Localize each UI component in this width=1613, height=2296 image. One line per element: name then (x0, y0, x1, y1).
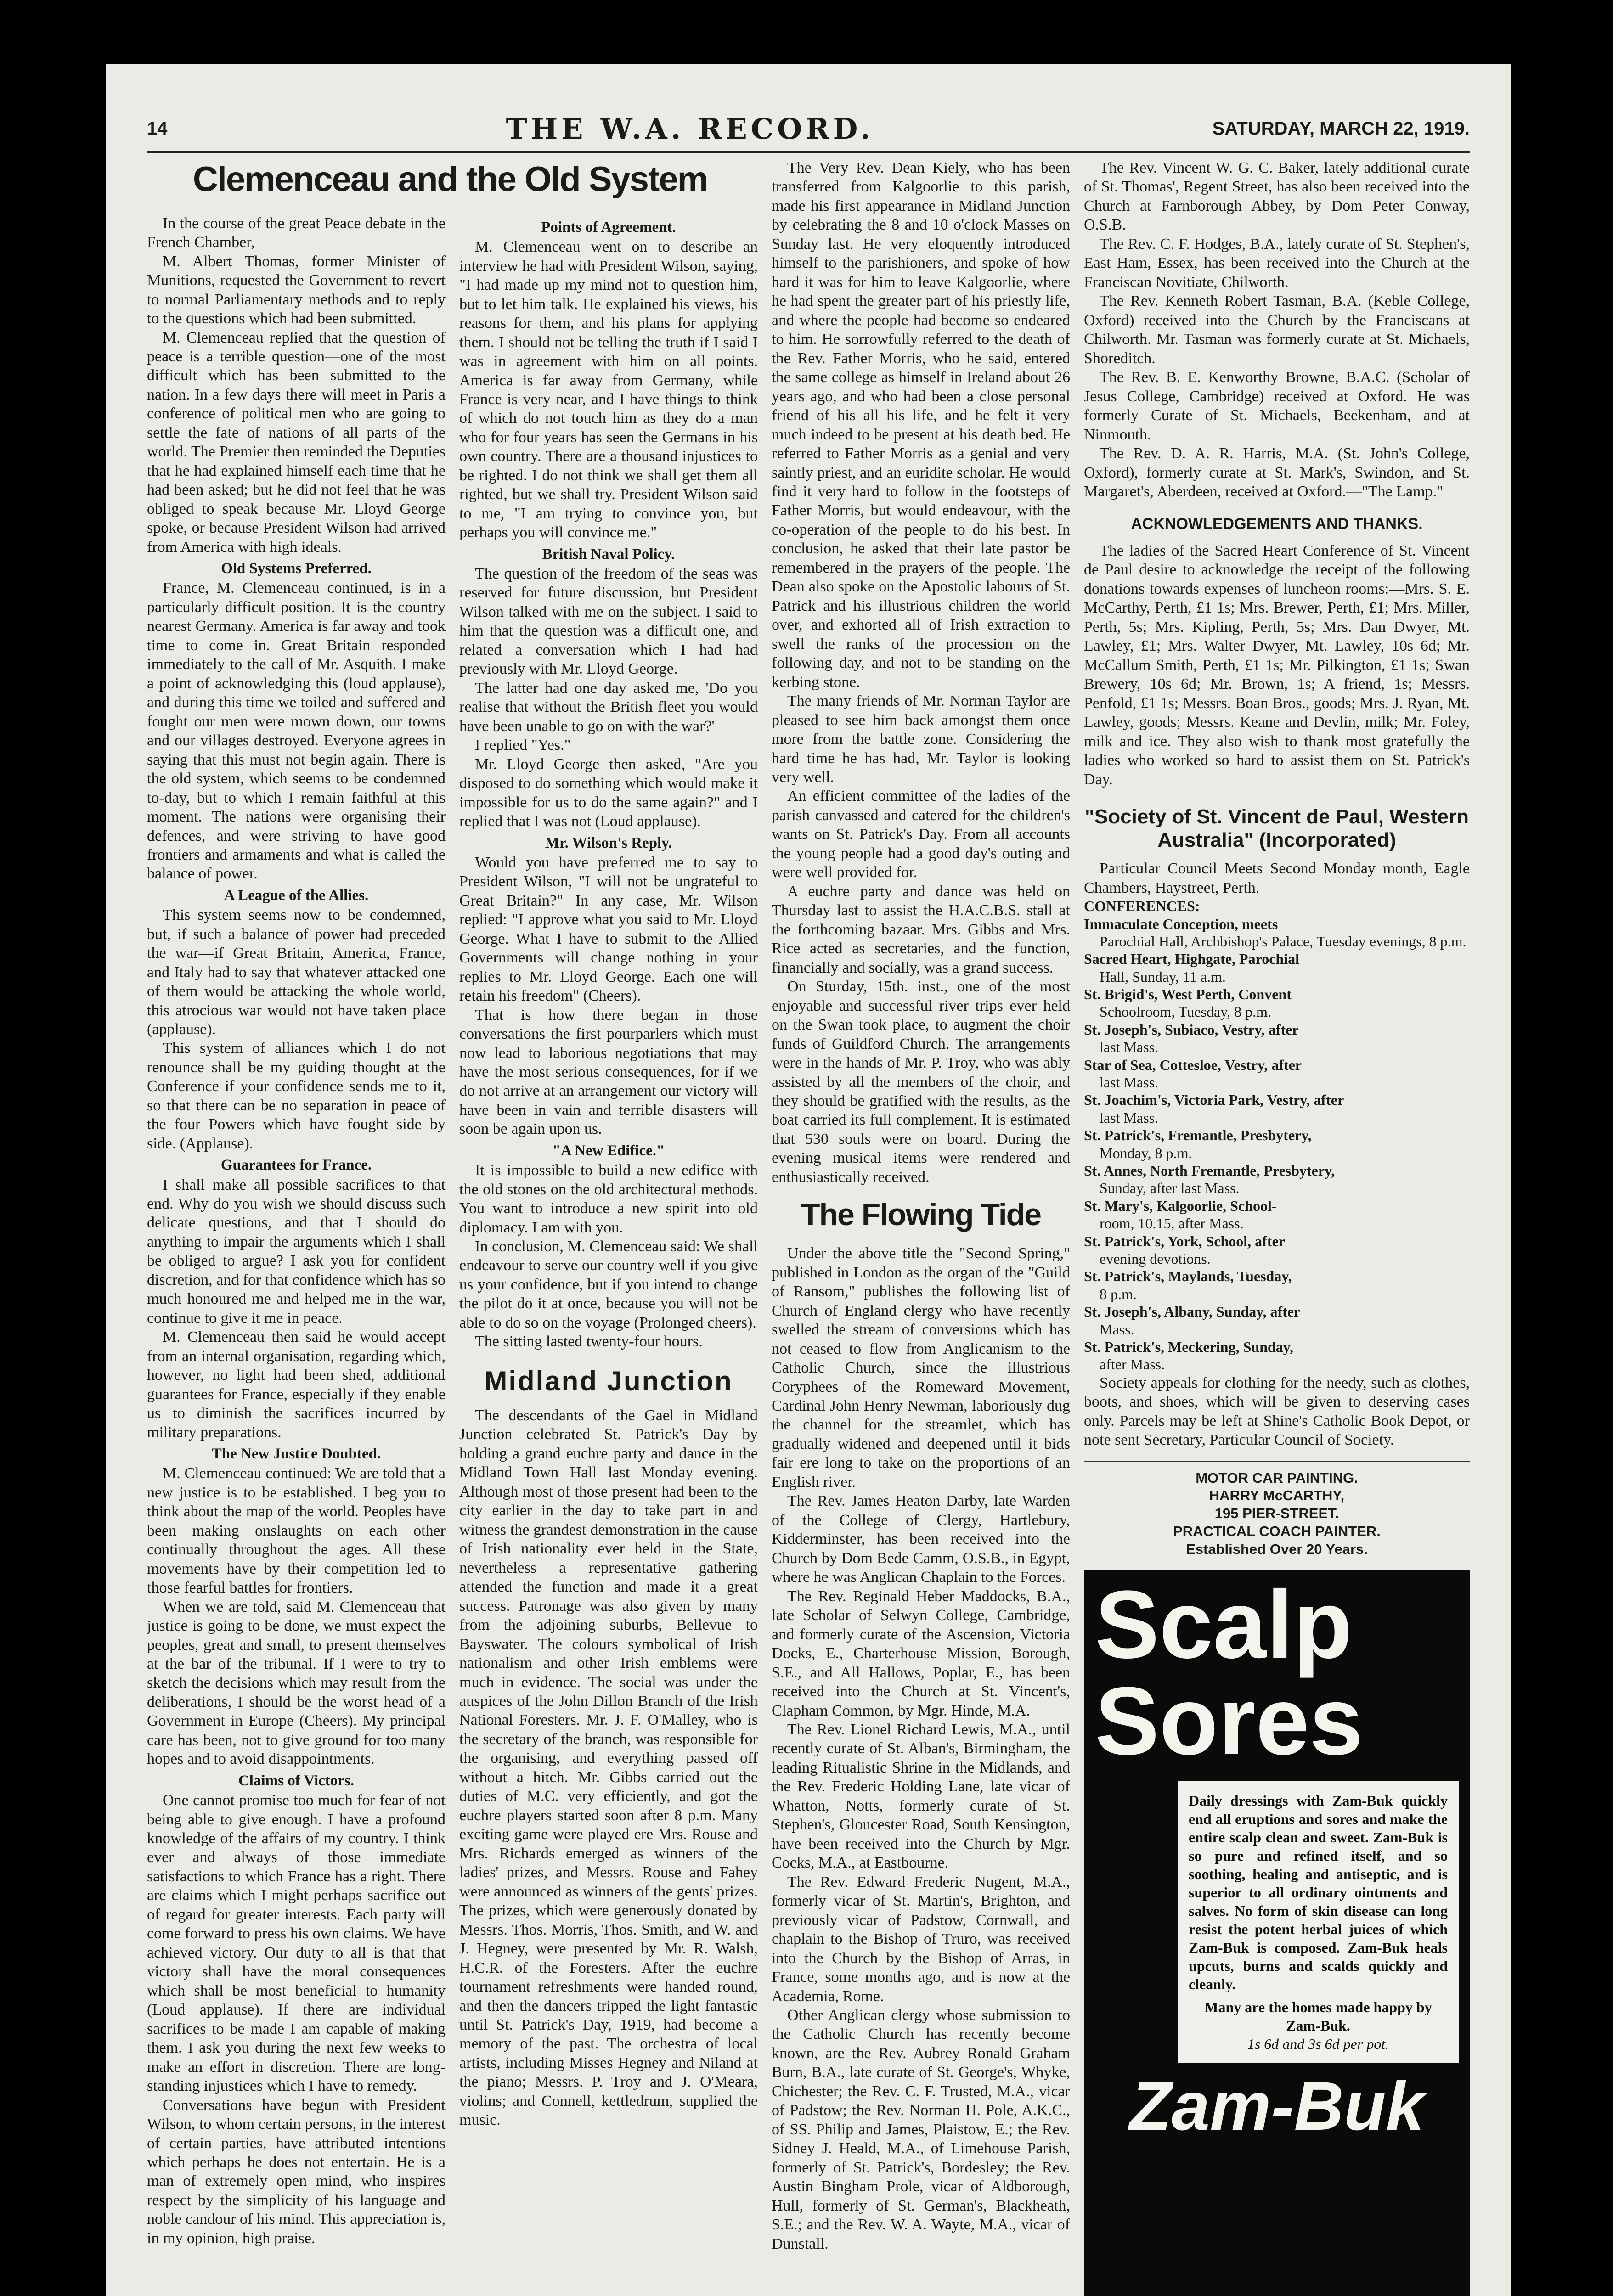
list-item: St. Patrick's, York, School, after evening devotions. (1084, 1232, 1285, 1267)
article-paragraph: Mr. Lloyd George then asked, "Are you disposed to do something which would make it impossible for us to do the same again?" and I replied that I was not (Loud applause). (459, 755, 758, 830)
subheading: Points of Agreement. (541, 219, 676, 236)
article-paragraph: An efficient committee of the ladies of the parish canvassed and catered for the children's wants on St. Patrick's Day. From all accounts the young people had a good day's outing and were well provided for. (772, 788, 1070, 881)
subheading: The New Justice Doubted. (211, 1446, 381, 1463)
list-item: St. Patrick's, Meckering, Sunday, after Mass. (1084, 1338, 1294, 1373)
society-intro: Particular Council Meets Second Monday month, Eagle Chambers, Haystreet, Perth. (1084, 860, 1470, 896)
article-paragraph: On Sturday, 15th. inst., one of the most enjoyable and successful river trips ever held on the Swan took place, to augment the choir funds of Guildford Church. The arrangements were in the hands of Mr. P. Troy, who was ably assisted by all the members of the choir, and they should be gratified with the results, as the boat carried its full complement. It is estimated that 530 souls were on board. During the evening musical items were rendered and enthusiastically received. (772, 978, 1070, 1186)
clemenceau-headline: Clemenceau and the Old System (192, 160, 708, 199)
article-paragraph: When we are told, said M. Clemenceau that justice is going to be done, we must expect the peoples, great and small, to present themselves at the bar of the tribunal. If I were to try to sketch the decisions which may result from the deliberations, I should be the worst head of a Government in Europe (Cheers). My principal care has been, not to give ground for too many hopes and to avoid disappointments. (147, 1598, 446, 1768)
article-paragraph: M. Albert Thomas, former Minister of Munitions, requested the Government to revert to normal Parliamentary methods and to reply to the questions which had been submitted. (147, 253, 446, 327)
acknowledgements-text: The ladies of the Sacred Heart Conference of St. Vincent de Paul desire to acknowledge the receipt of the following donations towards expenses of luncheon rooms:—Mrs. S. E. McCarthy, Perth, £1 1s; Mrs. Brewer, Perth, £1; Mrs. Miller, Perth, 5s; Mrs. Kipling, Perth, 5s; Mrs. Dan Dwyer, Mt. Lawley, £1; Mrs. Walter Dwyer, Mt. Lawley, 10s 6d; Mr. McCallum Smith, Perth, £1 1s; Mr. Pilkington, £1 1s; Swan Brewery, 10s 6d; Mr. Brown, 1s; A friend, 1s; Messrs. Penfold, £1 1s; Messrs. Boan Bros., goods; Mrs. J. Ryan, Mt. Lawley, goods; Messrs. Keane and Devlin, milk; Mr. Foley, milk and ice. They also wish to thank most gratefully the ladies who worked so hard to assist them on St. Patrick's Day. (1084, 542, 1470, 788)
article-paragraph: The sitting lasted twenty-four hours. (475, 1333, 703, 1351)
article-paragraph: Under the above title the "Second Spring," published in London as the organ of the "Guild of Ransom," publishes the following list of Church of England clergy who have recently swelled the stream of conversions which has not ceased to flow from Anglicanism to the Catholic Church, since the illustrious Coryphees of the Romeward Movement, Cardinal John Henry Newman, laboriously dug the channel for the streamlet, which has gradually widened and deepened until it bids fair ere long to take on the proportions of an English river. (772, 1245, 1070, 1491)
masthead: THE W.A. RECORD. (506, 112, 874, 146)
issue-date: SATURDAY, MARCH 22, 1919. (1212, 118, 1470, 139)
article-paragraph: M. Clemenceau continued: We are told that a new justice is to be established. I beg you to think about the map of the world. Peoples have been making onslaughts on each other continually throughout the ages. All these movements have by their competition led to those fearful battles for frontiers. (147, 1465, 446, 1597)
article-paragraph: The Rev. James Heaton Darby, late Warden of the College of Clergy, Hartlebury, Kidderminster, has been received into the Church by Dom Bede Camm, O.S.B., in Egypt, where he was Anglican Chaplain to the Forces. (772, 1492, 1070, 1586)
motor-painting-ad: MOTOR CAR PAINTING. HARRY McCARTHY, 195 PIER-STREET. PRACTICAL COACH PAINTER. Established Over 20 Years. (1084, 1461, 1470, 1559)
article-paragraph: Other Anglican clergy whose submission to the Catholic Church has recently become known, are the Rev. Aubrey Ronald Graham Burn, B.A., late curate of St. George's, Whyke, Chichester; the Rev. C. F. Trusted, M.A., vicar of Padstow; the Rev. Norman H. Pole, A.K.C., of SS. Philip and James, Plaistow, E.; the Rev. Sidney J. Heald, M.A., of Limehouse Parish, formerly of St. Patrick's, Bordesley; the Rev. Austin Bingham Prole, vicar of Aldborough, Hull, formerly of St. German's, Blackheath, S.E.; and the Rev. W. A. Wayte, M.A., vicar of Dunstall. (772, 2007, 1070, 2252)
article-paragraph: The Very Rev. Dean Kiely, who has been transferred from Kalgoorlie to this parish, made his first appearance in Midland Junction by celebrating the 8 and 10 o'clock Masses on Sunday last. He very eloquently introduced himself to the parishioners, and spoke of how hard it was for him to leave Kalgoorlie, where he had spent the greater part of his priestly life, and where the people had become so endeared to him. He sorrowfully referred to the death of the Rev. Father Morris, who he said, entered the same college as himself in Ireland about 26 years ago, and who had been a close personal friend of his all his life, and he felt it very much indeed to be present at his death bed. He referred to Father Morris as a genial and very saintly priest, and an euridite scholar. He would find it very hard to follow in the footsteps of Father Morris, but would endeavour, with the co-operation of the people to do his best. In conclusion, he asked that their late pastor be remembered in the prayers of the people. The Dean also spoke on the Apostolic labours of St. Patrick and his illustrious children the world over, and exhorted all of Irish extraction to swell the ranks of the procession on the following day, and not to be standing on the kerbing stone. (772, 159, 1070, 691)
list-item: St. Patrick's, Maylands, Tuesday, 8 p.m. (1084, 1268, 1292, 1302)
article-paragraph: This system of alliances which I do not renounce shall be my guiding thought at the Conference if your confidence sends me to it, so that there can be no separation in peace of the four Powers which have fought side by side. (Applause). (147, 1040, 446, 1152)
article-paragraph: The Rev. Lionel Richard Lewis, M.A., until recently curate of St. Alban's, Birmingham, the leading Ritualistic Shrine in the Midlands, and the Rev. Frederic Holding Lane, late vicar of Whatton, Notts, formerly curate of St. Stephen's, Gloucester Road, South Kensington, have been received into the Church by Mgr. Cocks, M.A., at Eastbourne. (772, 1721, 1070, 1872)
article-paragraph: The Rev. Reginald Heber Maddocks, B.A., late Scholar of Selwyn College, Cambridge, and formerly curate of the Ascension, Victoria Docks, E., Charterhouse Mission, Borough, S.E., and All Hallows, Poplar, E., has been received into the Church at St. Vincent's, Clapham Common, by Mgr. Hinde, M.A. (772, 1587, 1070, 1719)
list-item: Sacred Heart, Highgate, Parochial Hall, Sunday, 11 a.m. (1084, 951, 1299, 985)
list-item: St. Mary's, Kalgoorlie, School- room, 10.15, after Mass. (1084, 1197, 1277, 1232)
subheading: Guarantees for France. (220, 1157, 372, 1174)
list-item: St. Joachim's, Victoria Park, Vestry, after last Mass. (1084, 1092, 1344, 1126)
article-paragraph: In the course of the great Peace debate in the French Chamber, (147, 214, 446, 251)
article-paragraph: The descendants of the Gael in Midland Junction celebrated St. Patrick's Day by holding a grand euchre party and dance in the Midland Town Hall last Monday evening. Although most of those present had been to the city earlier in the day to take part in and witness the grandest demonstration in the cause of Irish nationality ever held in the State, nevertheless a representative gathering attended the function and made it a great success. Patronage was also given by many from the adjoining suburbs, Bellevue to Bayswater. The colours symbolical of Irish nationalism and other Irish emblems were much in evidence. The social was under the auspices of the John Dillon Branch of the Irish National Foresters. Mr. J. F. O'Malley, who is the secretary of the branch, was responsible for the organising, and everything passed off without a hitch. Mr. Gibbs carried out the duties of M.C. very efficiently, and got the euchre players started soon after 8 p.m. Many exciting game were played ere Mrs. Rouse and Mrs. Richards emerged as winners of the ladies' prizes, and Messrs. Rouse and Fahey were announced as winners of the gents' prizes. The prizes, which were generously donated by Messrs. Thos. Morris, Thos. Smith, and W. and J. Hegney, were presented by Mr. R. Walsh, H.C.R. of the Foresters. After the euchre tournament refreshments were handed round, and then the dancers tripped the light fantastic until St. Patrick's Day, 1919, had become a memory of the past. The orchestra of local artists, including Misses Hegney and Niland at the piano; Messrs. P. Troy and J. O'Meara, violins; and Connell, kettledrum, supplied the music. (459, 1407, 758, 2129)
list-item: St. Joseph's, Albany, Sunday, after Mass. (1084, 1303, 1301, 1338)
society-heading: "Society of St. Vincent de Paul, Western Australia" (Incorporated) (1085, 805, 1469, 851)
ad-word-sores: Sores (1095, 1667, 1363, 1775)
article-paragraph: The many friends of Mr. Norman Taylor are pleased to see him back amongst them once more from the battle zone. Considering the hard time he has had, Mr. Taylor is looking very well. (772, 692, 1070, 786)
acknowledgements-heading: ACKNOWLEDGEMENTS AND THANKS. (1131, 515, 1423, 533)
article-paragraph: M. Clemenceau then said he would accept from an internal organisation, regarding which, however, no light had been shed, additional guarantees for France, especially if they enable us to diminish the sacrifices incurred by military preparations. (147, 1328, 446, 1441)
article-paragraph: The Rev. C. F. Hodges, B.A., lately curate of St. Stephen's, East Ham, Essex, has been received into the Church at the Franciscan Novitiate, Chilworth. (1084, 235, 1470, 291)
subheading: "A New Edifice." (552, 1142, 665, 1159)
article-paragraph: A euchre party and dance was held on Thursday last to assist the H.A.C.B.S. stall at the forthcoming bazaar. Mrs. Gibbs and Mrs. Rice acted as secretaries, and the function, financially and socially, was a grand success. (772, 883, 1070, 976)
column-4 (1084, 158, 1470, 2296)
article-paragraph: Would you have preferred me to say to President Wilson, "I will not be ungrateful to Great Britain?" In any case, Mr. Wilson replied: "I approve what you said to Mr. Lloyd George. What I have to submit to the Allied Governments will change nothing in your replies to Mr. Lloyd George. Each one will retain his freedom" (Cheers). (459, 854, 758, 1005)
header-rule (147, 151, 1470, 153)
page-number: 14 (147, 118, 168, 139)
subheading: Old Systems Preferred. (221, 560, 372, 577)
conferences-label: CONFERENCES: (1084, 898, 1200, 915)
article-paragraph: The question of the freedom of the seas was reserved for future discussion, but President Wilson talked with me on the subject. I said to him that the question was a difficult one, and related a conversation which I had had previously with Mr. Lloyd George. (459, 565, 758, 678)
zam-buk-advertisement (1084, 1570, 1470, 2296)
newspaper-page (106, 64, 1511, 2296)
list-item: Immaculate Conception, meets Parochial Hall, Archbishop's Palace, Tuesday evenings, 8 p.m. (1084, 915, 1466, 950)
article-paragraph: In conclusion, M. Clemenceau said: We shall endeavour to serve our country well if you give us your confidence, but if you intend to change the pilot do it at once, because you will not be able to do so on the voyage (Prolonged cheers). (459, 1238, 758, 1331)
article-paragraph: Conversations have begun with President Wilson, to whom certain persons, in the interest of certain parties, have attributed intentions which perhaps he does not entertain. He is a man of extremely open mind, who inspires respect by the simplicity of his language and noble candour of his mind. This appreciation is, in my opinion, high praise. (147, 2096, 446, 2247)
society-appeal: Society appeals for clothing for the needy, such as clothes, boots, and shoes, which will be given to deserving cases only. Parcels may be left at Shine's Catholic Book Depot, or note sent Secretary, Particular Council of Society. (1084, 1374, 1470, 1449)
article-paragraph: The Rev. Vincent W. G. C. Baker, lately additional curate of St. Thomas', Regent Street, has also been received into the Church at Farnborough Abbey, by Dom Peter Conway, O.S.B. (1084, 159, 1470, 234)
subheading: Claims of Victors. (238, 1772, 355, 1789)
ad-body: Daily dressings with Zam-Buk quickly end all eruptions and sores and make the entire scalp clean and sweet. Zam-Buk is so pure and refined itself, and so soothing, healing and antiseptic, and is superior to all ordinary ointments and salves. No form of skin disease can long resist the potent herbal juices of which Zam-Buk is composed. Zam-Buk heals upcuts, burns and scalds quickly and cleanly. (1189, 1792, 1448, 1993)
page-header (147, 110, 1470, 147)
article-paragraph: The latter had one day asked me, 'Do you realise that without the British fleet you would have been unable to go on with the war?' (459, 679, 758, 735)
article-paragraph: France, M. Clemenceau continued, is in a particularly difficult position. It is the country nearest Germany. America is far away and took time to come in. Great Britain responded immediately to the call of Mr. Asquith. I make a point of acknowledging this (loud applause), and during this time we toiled and suffered and fought our men were mown down, our towns and our villages destroyed. Everyone agrees in saying that this must not begin again. There is the old system, which seems to be condemned to-day, but to which I remain faithful at this moment. The nations were organising their defences, and were striving to have good frontiers and armaments and what is called the balance of power. (147, 580, 446, 883)
article-paragraph: This system seems now to be condemned, but, if such a balance of power had preceded the war—if Great Britain, America, France, and Italy had to say that whatever attacked one of them would be attacking the whole world, this atrocious war would not have taken place (applause). (147, 906, 446, 1038)
ad-word-scalp: Scalp (1095, 1570, 1353, 1679)
headline-spacer (459, 158, 758, 215)
article-paragraph: The Rev. D. A. R. Harris, M.A. (St. John's College, Oxford), formerly curate at St. Mark's, Swindon, and St. Margaret's, Aberdeen, received at Oxford.—"The Lamp." (1084, 445, 1470, 500)
article-paragraph: The Rev. Edward Frederic Nugent, M.A., formerly vicar of St. Martin's, Brighton, and previously vicar of Padstow, Cornwall, and chaplain to the Bishop of Truro, was received into the Church by the Bishop of Arras, in France, some months ago, and is now at the Academia, Rome. (772, 1873, 1070, 2005)
list-item: St. Joseph's, Subiaco, Vestry, after last Mass. (1084, 1021, 1299, 1056)
column-2 (459, 158, 758, 2296)
ad-price: 1s 6d and 3s 6d per pot. (1247, 2036, 1389, 2053)
conference-list (1084, 897, 1470, 1373)
article-paragraph: I replied "Yes." (475, 737, 571, 754)
subheading: British Naval Policy. (542, 546, 675, 563)
subheading: Mr. Wilson's Reply. (545, 834, 672, 851)
article-paragraph: It is impossible to build a new edifice with the old stones on the old architectural methods. You want to introduce a new spirit into old diplomacy. I am with you. (459, 1162, 758, 1236)
article-paragraph: M. Clemenceau went on to describe an interview he had with President Wilson, saying, "I had made up my mind not to question him, but to let him talk. He explained his views, his reasons for them, and his plans for applying them. I should not be telling the truth if I said I was in agreement with him on all points. America is far away from Germany, while France is very near, and I have things to think of which do not touch him as they do a man who for four years has seen the Germans in his own country. There are a thousand injustices to be righted. I do not think we shall get them all righted, but we shall try. President Wilson said to me, "I am trying to convince you, but perhaps you will convince me." (459, 238, 758, 541)
list-item: St. Annes, North Fremantle, Presbytery, Sunday, after last Mass. (1084, 1162, 1335, 1197)
list-item: Star of Sea, Cottesloe, Vestry, after last Mass. (1084, 1056, 1302, 1091)
tide-headline: The Flowing Tide (801, 1197, 1041, 1232)
article-paragraph: The Rev. Kenneth Robert Tasman, B.A. (Keble College, Oxford) received into the Church by the Franciscans at Chilworth. Mr. Tasman was formerly curate at St. Michaels, Shoreditch. (1084, 293, 1470, 367)
list-item: St. Brigid's, West Perth, Convent Schoolroom, Tuesday, 8 p.m. (1084, 986, 1292, 1020)
article-paragraph: M. Clemenceau replied that the question of peace is a terrible question—one of the most difficult which has been submitted to the nation. In a few days there will meet in Paris a conference of political men who are going to settle the fate of nations of all parts of the world. The Premier then reminded the Deputies that he had explained himself each time that he had been asked; but he did not feel that he was obliged to speak because Mr. Lloyd George spoke, or because President Wilson had arrived from America with high ideals. (147, 329, 446, 556)
article-paragraph: One cannot promise too much for fear of not being able to give enough. I have a profound knowledge of the affairs of my country. I think ever and always of those immediate satisfactions to which France has a right. There are claims which I might perhaps sacrifice out of regard for greater interests. Each party will come forward to press his own claims. We have achieved victory. Our duty to all is that that victory shall have the moral consequences which shall be most beneficial to humanity (Loud applause). If there are individual sacrifices to be made I am capable of making them. I ask you during the next few weeks to make an effort in discretion. There are long-standing injustices which I have to remedy. (147, 1792, 446, 2095)
list-item: St. Patrick's, Fremantle, Presbytery, Monday, 8 p.m. (1084, 1127, 1312, 1161)
ad-brand: Zam-Buk (1129, 2067, 1424, 2145)
ad-tagline: Many are the homes made happy by Zam-Buk. (1204, 1999, 1432, 2034)
ad-copy-box (1178, 1781, 1459, 2063)
subheading: A League of the Allies. (224, 887, 369, 904)
article-paragraph: That is how there began in those conversations the first pourparlers which must now lead to laborious negotiations that may have the most serious consequences, for if we do not arrive at an arrangement our victory will have been in vain and terrible disasters will soon be again upon us. (459, 1006, 758, 1138)
midland-headline: Midland Junction (484, 1365, 733, 1396)
column-3 (772, 158, 1070, 2296)
article-paragraph: The Rev. B. E. Kenworthy Browne, B.A.C. (Scholar of Jesus College, Cambridge) received at Oxford. He was formerly Curate of St. Michaels, Beekenham, and at Ninmouth. (1084, 369, 1470, 443)
article-paragraph: I shall make all possible sacrifices to that end. Why do you wish we should discuss such delicate questions, and that I should do anything to impair the arguments which I shall be obliged to argue? I ask you for confident discretion, and for that confidence which has so much honoured me and helped me in the war, continue to give it me in peace. (147, 1176, 446, 1327)
